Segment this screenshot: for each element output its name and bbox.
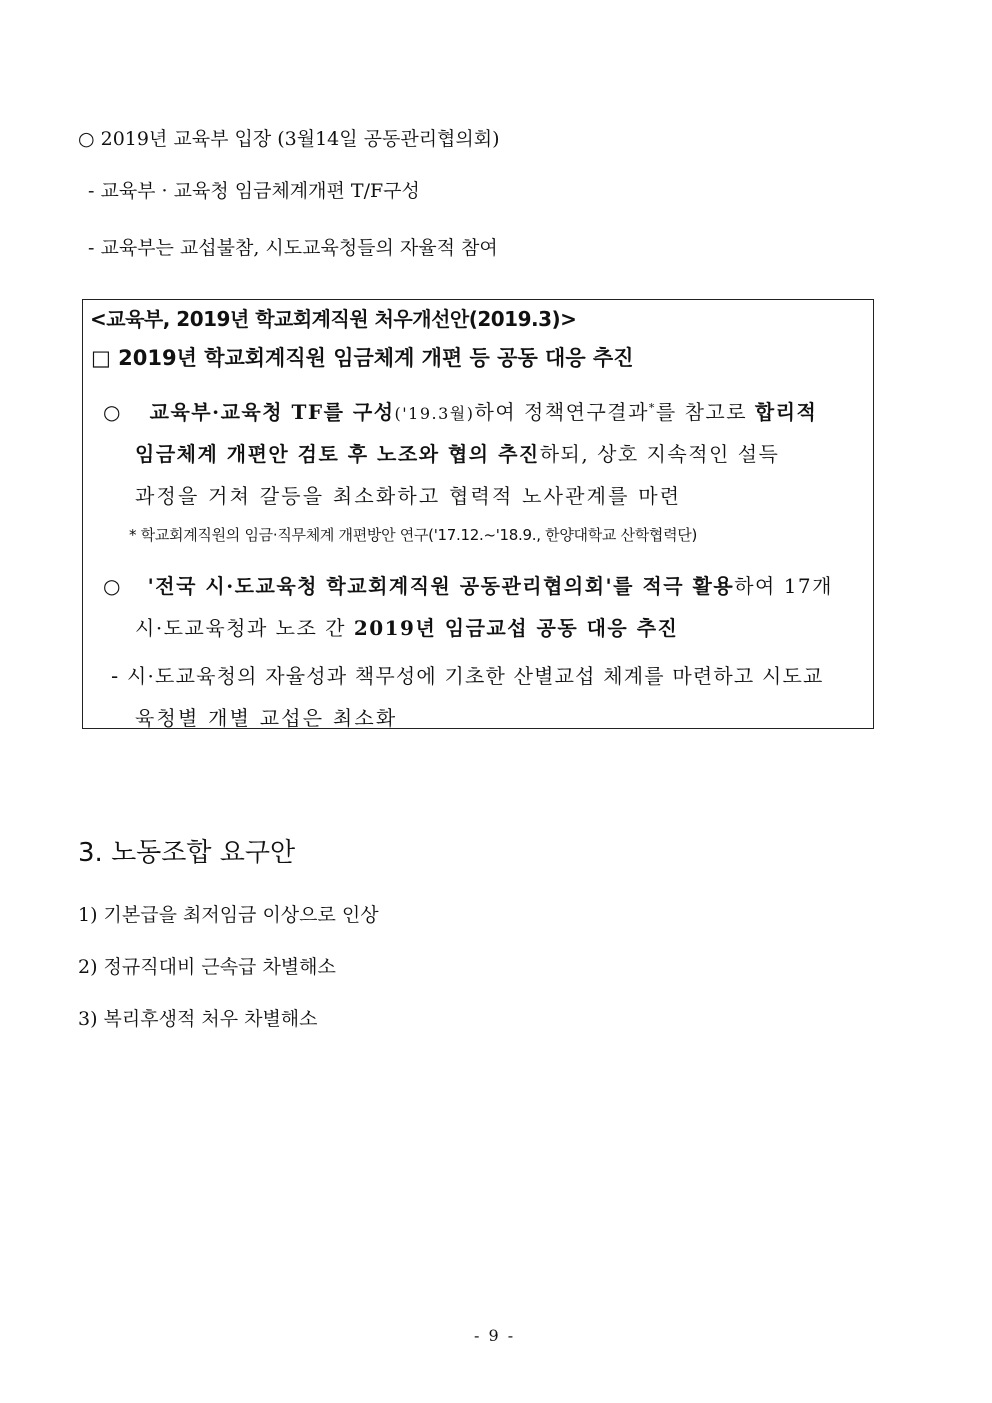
p1-text-2: 를 참고로	[655, 400, 755, 424]
intro-item-2: - 교육부 · 교육청 임금체계개편 T/F구성	[88, 180, 420, 202]
list-item: 3) 복리후생적 처우 차별해소	[78, 1008, 318, 1030]
p2-line2-bold: 2019년 임금교섭 공동 대응 추진	[353, 616, 679, 640]
section-heading: 3. 노동조합 요구안	[78, 838, 296, 868]
box-paragraph-1-line-1	[103, 396, 817, 425]
p1-line2-text: 하되, 상호 지속적인 설득	[539, 442, 780, 466]
p1-text-1: 하여 정책연구결과	[474, 400, 649, 424]
list-item: 1) 기본급을 최저임금 이상으로 인상	[78, 904, 379, 926]
intro-item-3: - 교육부는 교섭불참, 시도교육청들의 자율적 참여	[88, 237, 498, 259]
p2-bold-1: '전국 시·도교육청 학교회계직원 공동관리협의회'를 적극 활용	[147, 574, 735, 598]
p3-line1: 시·도교육청의 자율성과 책무성에 기초한 산별교섭 체계를 마련하고 시도교	[126, 664, 824, 688]
p1-paren: ('19.3월)	[394, 404, 475, 423]
p1-line2-bold: 임금체계 개편안 검토 후 노조와 협의 추진	[135, 442, 540, 466]
p1-star: *	[648, 401, 656, 415]
box-paragraph-1-line-2	[135, 438, 779, 467]
box-footnote: * 학교회계직원의 임금·직무체계 개편방안 연구('17.12.~'18.9., 한양대학교 산학협력단)	[129, 526, 698, 544]
box-paragraph-2-line-2	[135, 612, 678, 641]
p2-line2-text: 시·도교육청과 노조 간	[135, 616, 354, 640]
list-item: 2) 정규직대비 근속급 차별해소	[78, 956, 336, 978]
box-title: <교육부, 2019년 학교회계직원 처우개선안(2019.3)>	[90, 307, 577, 331]
box-paragraph-3-line-1	[111, 660, 824, 689]
box-paragraph-3-line-2: 육청별 개별 교섭은 최소화	[135, 706, 398, 730]
dash-bullet: -	[111, 664, 120, 688]
box-paragraph-2-line-1	[103, 570, 833, 599]
page-number: - 9 -	[474, 1326, 516, 1345]
policy-box	[82, 299, 874, 729]
box-paragraph-1-line-3: 과정을 거쳐 갈등을 최소화하고 협력적 노사관계를 마련	[135, 484, 682, 508]
circle-bullet: ○	[103, 574, 122, 598]
p1-bold-1: 교육부·교육청 TF를 구성	[149, 400, 395, 424]
box-subtitle: □ 2019년 학교회계직원 임금체계 개편 등 공동 대응 추진	[91, 346, 634, 370]
intro-item-1: ○ 2019년 교육부 입장 (3월14일 공동관리협의회)	[78, 128, 500, 150]
p2-text-1: 하여 17개	[734, 574, 833, 598]
circle-bullet: ○	[103, 400, 122, 424]
p1-bold-2: 합리적	[754, 400, 818, 424]
